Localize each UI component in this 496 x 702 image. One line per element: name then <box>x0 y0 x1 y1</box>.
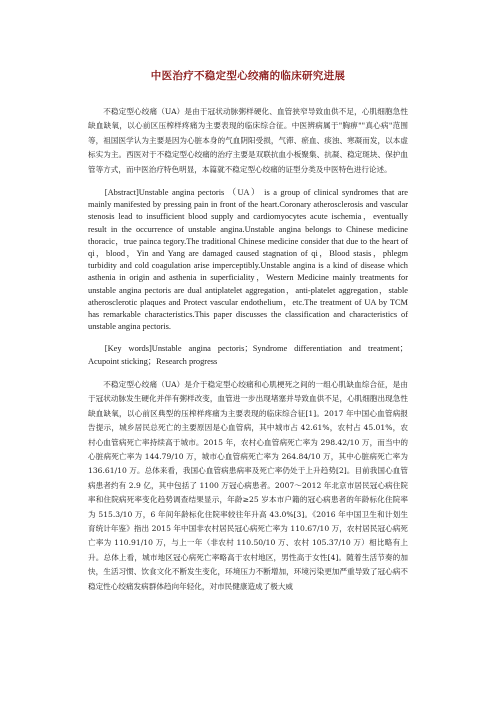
paper-title: 中医治疗不稳定型心绞痛的临床研究进展 <box>150 70 346 82</box>
body-paragraph: 不稳定型心绞痛（UA）是介于稳定型心绞痛和心肌梗死之间的一组心肌缺血综合征，是由于冠状动脉发生硬化并伴有粥样改变，血管进一步出现堵塞并导致血供不足，心肌细胞出现急性缺血缺氧，以心前区典型的压榨样疼痛为主要表现的临床综合征[1]。2017 年中国心血管病报告提示，城乡居民总死亡的主要原因是心血管病，其中城市占 42.61%，农村占 45.01%，农村心血管病死亡率持续高于城市。2015 年，农村心血管病死亡率为 298.42/10 万，而当中的心脏病死亡率为 144.79/10 万，城市心血管病死亡率为 264.84/10 万，其中心脏病死亡率为 136.61/10 万。总体来看，我国心血管病患病率及死亡率仍处于上升趋势[2]。目前我国心血管病患者约有 2.9 亿，其中包括了 1100 万冠心病患者。2007～2012 年北京市居民冠心病住院率和住院病死率变化趋势调查结果显示，年龄≥25 岁本市户籍的冠心病患者的年龄标化住院率为 515.3/10 万，6 年间年龄标化住院率较往年升高 43.0%[3]。《2016 年中国卫生和计划生育统计年鉴》指出 2015 年中国非农村居民冠心病死亡率为 110.67/10 万，农村居民冠心病死亡率为 110.91/10 万，与上一年（非农村 110.50/10 万、农村 105.37/10 万）相比略有上升。总体上看，城市地区冠心病死亡率略高于农村地区，男性高于女性[4]。随着生活节奏的加快，生活习惯、饮食文化不断发生变化，环境压力不断增加，环境污染更加严重导致了冠心病不稳定性心绞痛发病群体趋向年轻化，对市民健康造成了极大威 <box>88 379 408 591</box>
paper-page <box>88 68 408 604</box>
keywords-english: [Key words]Unstable angina pectoris；Syndrome differentiation and treatment；Acupoint sticking；Research progress <box>88 344 408 366</box>
abstract-chinese: 不稳定型心绞痛（UA）是由于冠状动脉粥样硬化、血管狭窄导致血供不足，心肌细胞急性缺血缺氧，以心前区压榨样疼痛为主要表现的临床综合征。中医辨病属于"胸痹""真心病"范围等，祖国医学认为主要是因为心脏本身的气血阴阳受损，气滞、瘀血、痰浊、寒凝而发，以本虚标实为主。西医对于不稳定型心绞痛的治疗主要是双联抗血小板聚集、抗凝、稳定斑块、保护血管等方式，而中医治疗特色明显，本篇就不稳定型心绞痛的证型分类及中医特色进行论述。 <box>88 107 408 174</box>
abstract-english: [Abstract]Unstable angina pectoris （UA） is a group of clinical syndromes that are mainly manifested by pressing pain in front of the heart.Coronary atherosclerosis and vascular stenosis lead to insufficient blood supply and cardiomyocytes acute ischemia，eventually result in the occurrence of unstable angina.Unstable angina belongs to Chinese medicine thoracic，true painca tegory.The traditional Chinese medicine consider that due to the heart of qi，blood，Yin and Yang are damaged caused stagnation of qi，Blood stasis，phlegm turbidity and cold coagulation arise imperceptibly.Unstable angina is a kind of disease which asthenia in origin and asthenia in superficiality，Western Medicine mainly treatments for unstable angina pectoris are dual antiplatelet aggregation，anti-platelet aggregation，stable atherosclerotic plaques and Protect vascular endothelium，etc.The treatment of UA by TCM has remarkable characteristics.This paper discusses the classification and characteristics of unstable angina pectoris. <box>88 188 408 332</box>
